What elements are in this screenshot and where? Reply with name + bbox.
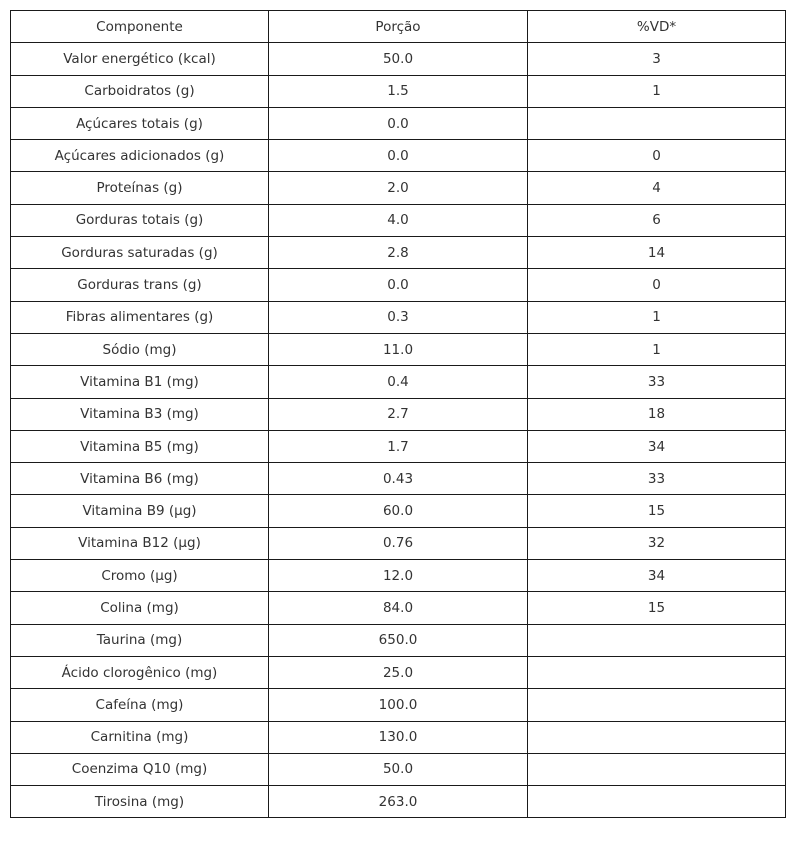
- table-row: [11, 721, 786, 753]
- cell-componente: Ácido clorogênico (mg): [11, 656, 269, 688]
- cell-componente: Vitamina B6 (mg): [11, 463, 269, 495]
- cell-porcao: 2.7: [269, 398, 528, 430]
- cell-porcao: 0.43: [269, 463, 528, 495]
- table-row: [11, 204, 786, 236]
- cell-componente: Vitamina B3 (mg): [11, 398, 269, 430]
- cell-componente: Coenzima Q10 (mg): [11, 753, 269, 785]
- cell-porcao: 130.0: [269, 721, 528, 753]
- cell-componente: Vitamina B12 (µg): [11, 527, 269, 559]
- table-row: [11, 527, 786, 559]
- table-row: [11, 624, 786, 656]
- cell-vd: [528, 656, 786, 688]
- table-row: [11, 140, 786, 172]
- cell-vd: 32: [528, 527, 786, 559]
- table-row: [11, 430, 786, 462]
- cell-vd: 3: [528, 43, 786, 75]
- cell-componente: Sódio (mg): [11, 333, 269, 365]
- cell-componente: Fibras alimentares (g): [11, 301, 269, 333]
- cell-vd: 34: [528, 430, 786, 462]
- cell-porcao: 84.0: [269, 592, 528, 624]
- cell-porcao: 12.0: [269, 560, 528, 592]
- cell-porcao: 0.0: [269, 269, 528, 301]
- cell-vd: 34: [528, 560, 786, 592]
- cell-vd: 4: [528, 172, 786, 204]
- cell-vd: [528, 689, 786, 721]
- table-row: [11, 333, 786, 365]
- table-header-row: [11, 11, 786, 43]
- table-row: [11, 75, 786, 107]
- table-row: [11, 237, 786, 269]
- cell-porcao: 25.0: [269, 656, 528, 688]
- table-row: [11, 301, 786, 333]
- table-row: [11, 269, 786, 301]
- cell-vd: 14: [528, 237, 786, 269]
- table-row: [11, 366, 786, 398]
- table-row: [11, 592, 786, 624]
- cell-porcao: 50.0: [269, 43, 528, 75]
- cell-componente: Carnitina (mg): [11, 721, 269, 753]
- cell-componente: Cromo (µg): [11, 560, 269, 592]
- cell-componente: Vitamina B1 (mg): [11, 366, 269, 398]
- cell-vd: [528, 107, 786, 139]
- cell-componente: Colina (mg): [11, 592, 269, 624]
- cell-porcao: 0.76: [269, 527, 528, 559]
- nutrition-table: [10, 10, 786, 818]
- cell-porcao: 0.0: [269, 107, 528, 139]
- cell-componente: Valor energético (kcal): [11, 43, 269, 75]
- table-row: [11, 656, 786, 688]
- cell-componente: Tirosina (mg): [11, 786, 269, 818]
- cell-porcao: 0.4: [269, 366, 528, 398]
- cell-componente: Vitamina B9 (µg): [11, 495, 269, 527]
- cell-componente: Proteínas (g): [11, 172, 269, 204]
- cell-porcao: 0.0: [269, 140, 528, 172]
- cell-vd: 0: [528, 140, 786, 172]
- cell-porcao: 1.7: [269, 430, 528, 462]
- cell-componente: Carboidratos (g): [11, 75, 269, 107]
- cell-vd: 15: [528, 592, 786, 624]
- nutrition-table-container: [10, 10, 785, 818]
- cell-vd: 6: [528, 204, 786, 236]
- cell-componente: Gorduras totais (g): [11, 204, 269, 236]
- cell-vd: [528, 721, 786, 753]
- cell-porcao: 11.0: [269, 333, 528, 365]
- table-row: [11, 689, 786, 721]
- cell-porcao: 50.0: [269, 753, 528, 785]
- cell-componente: Açúcares adicionados (g): [11, 140, 269, 172]
- cell-porcao: 0.3: [269, 301, 528, 333]
- cell-porcao: 100.0: [269, 689, 528, 721]
- cell-vd: [528, 753, 786, 785]
- cell-porcao: 2.0: [269, 172, 528, 204]
- header-porcao: Porção: [269, 11, 528, 43]
- cell-componente: Gorduras saturadas (g): [11, 237, 269, 269]
- cell-vd: 18: [528, 398, 786, 430]
- cell-vd: 1: [528, 333, 786, 365]
- table-row: [11, 172, 786, 204]
- table-row: [11, 495, 786, 527]
- cell-vd: [528, 786, 786, 818]
- cell-componente: Taurina (mg): [11, 624, 269, 656]
- cell-porcao: 60.0: [269, 495, 528, 527]
- table-row: [11, 786, 786, 818]
- cell-componente: Cafeína (mg): [11, 689, 269, 721]
- table-row: [11, 107, 786, 139]
- cell-porcao: 4.0: [269, 204, 528, 236]
- cell-componente: Gorduras trans (g): [11, 269, 269, 301]
- cell-porcao: 650.0: [269, 624, 528, 656]
- cell-componente: Açúcares totais (g): [11, 107, 269, 139]
- table-body: [11, 43, 786, 818]
- cell-componente: Vitamina B5 (mg): [11, 430, 269, 462]
- cell-porcao: 2.8: [269, 237, 528, 269]
- table-row: [11, 398, 786, 430]
- header-componente: Componente: [11, 11, 269, 43]
- table-row: [11, 753, 786, 785]
- cell-vd: 1: [528, 75, 786, 107]
- cell-vd: 15: [528, 495, 786, 527]
- cell-vd: 1: [528, 301, 786, 333]
- cell-vd: 33: [528, 366, 786, 398]
- cell-porcao: 263.0: [269, 786, 528, 818]
- cell-vd: 0: [528, 269, 786, 301]
- cell-vd: [528, 624, 786, 656]
- cell-vd: 33: [528, 463, 786, 495]
- header-vd: %VD*: [528, 11, 786, 43]
- cell-porcao: 1.5: [269, 75, 528, 107]
- table-row: [11, 43, 786, 75]
- table-row: [11, 560, 786, 592]
- table-row: [11, 463, 786, 495]
